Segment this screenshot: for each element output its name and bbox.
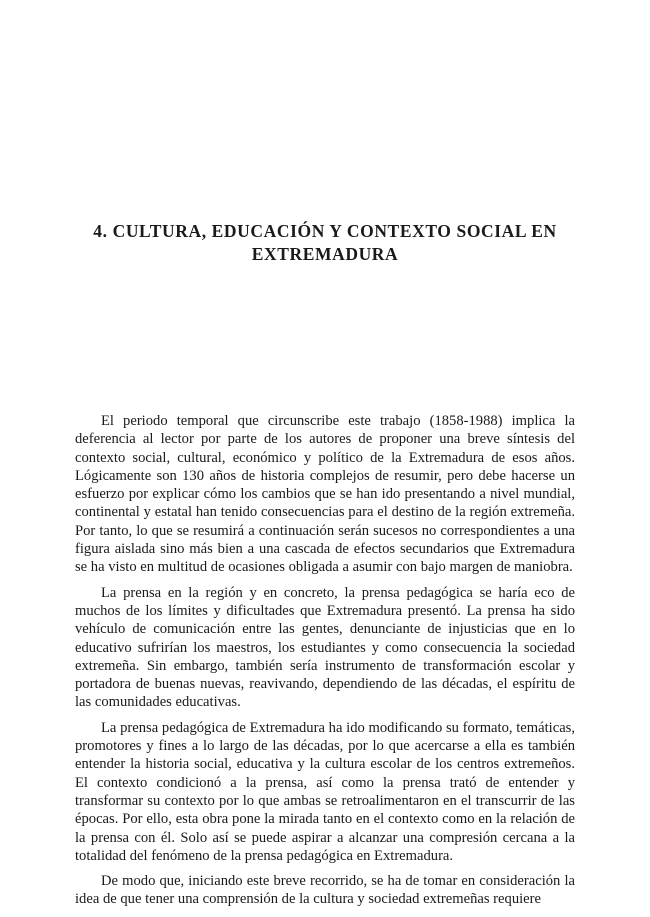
body-text — [75, 412, 575, 916]
paragraph-1: El periodo temporal que circunscribe este trabajo (1858-1988) implica la deferencia al lector por parte de los autores de proponer una breve síntesis del contexto social, cultural, económico y político de la Extremadura de esos años. Lógicamente son 130 años de historia complejos de resumir, pero debe hacerse un esfuerzo por explicar cómo los cambios que se han ido presentando a nivel mundial, continental y estatal han tenido consecuencias para el destino de la región extremeña. Por tanto, lo que se resumirá a continuación serán sucesos no correspondientes a una figura aislada sino más bien a una cascada de efectos secundarios que Extremadura se ha visto en multitud de ocasiones obligada a asumir con bajo margen de maniobra. — [75, 413, 575, 576]
paragraph-4: De modo que, iniciando este breve recorrido, se ha de tomar en consideración la idea de que tener una comprensión de la cultura y sociedad extremeñas requiere — [75, 873, 575, 908]
paragraph-2: La prensa en la región y en concreto, la prensa pedagógica se haría eco de muchos de los límites y dificultades que Extremadura presentó. La prensa ha sido vehículo de comunicación entre las gentes, denunciante de injusticias que en lo educativo sufrirían los maestros, los estudiantes y como consecuencia la sociedad extremeña. Sin embargo, también sería instrumento de transformación escolar y portadora de buenas nuevas, reavivando, dependiendo de las décadas, el espíritu de las comunidades educativas. — [75, 584, 575, 711]
chapter-title — [70, 220, 580, 266]
chapter-title-line-1: 4. CULTURA, EDUCACIÓN Y CONTEXTO SOCIAL EN — [93, 221, 557, 241]
chapter-title-line-2: EXTREMADURA — [251, 244, 399, 264]
paragraph-3: La prensa pedagógica de Extremadura ha ido modificando su formato, temáticas, promotores y fines a lo largo de las décadas, por lo que acercarse a ella es también entender la historia social, educativa y la cultura escolar de los centros extremeños. El contexto condicionó a la prensa, así como la prensa trató de entender y transformar su contexto por lo que ambas se retroalimentaron en el transcurrir de las épocas. Por ello, esta obra pone la mirada tanto en el contexto como en la relación de la prensa con él. Solo así se puede aspirar a alcanzar una compresión cercana a la totalidad del fenómeno de la prensa pedagógica en Extremadura. — [75, 719, 575, 864]
